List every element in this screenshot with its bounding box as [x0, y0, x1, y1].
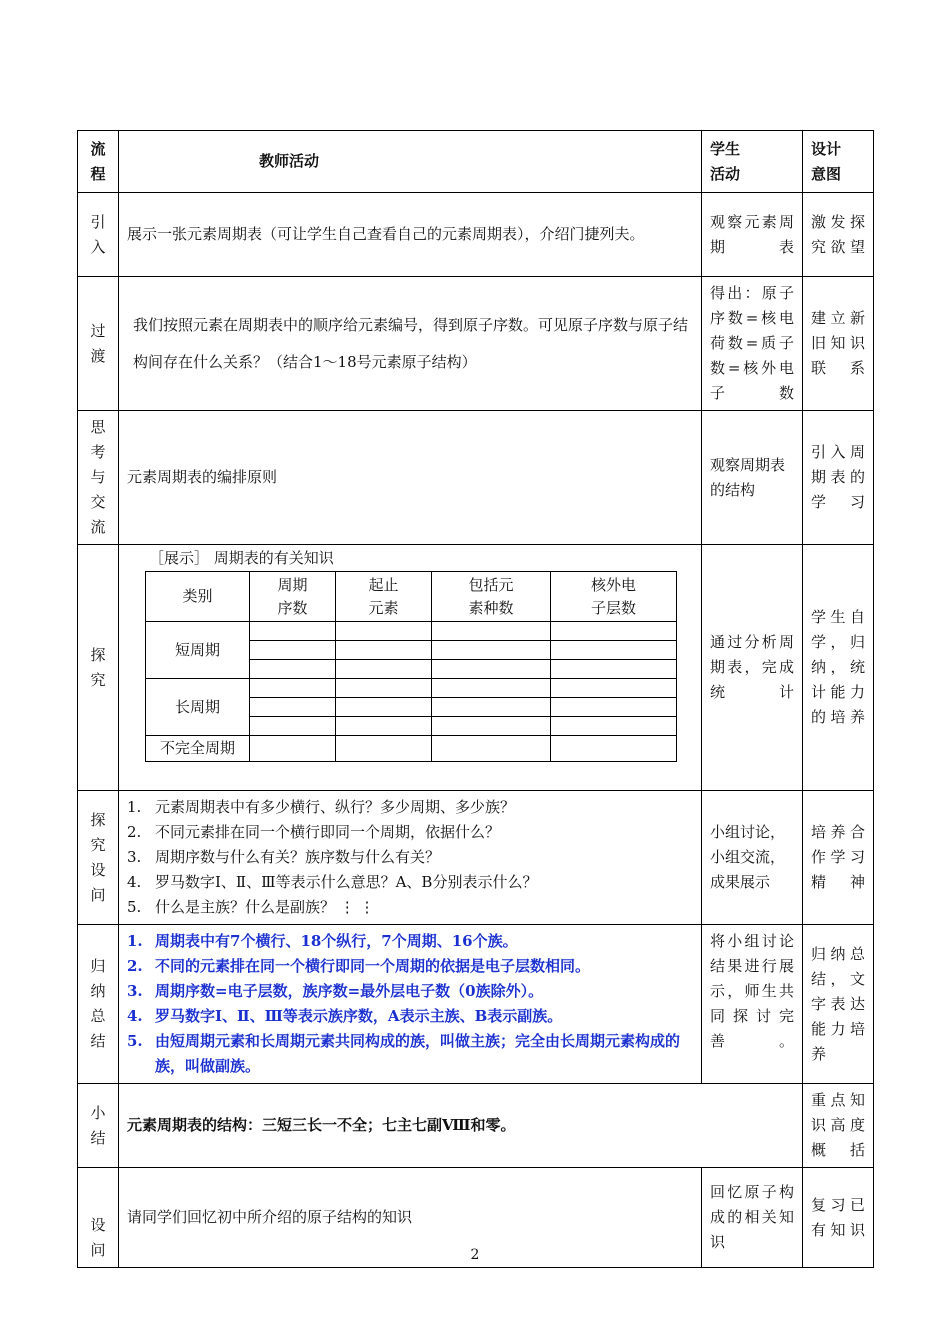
th-period-number-1: 周期	[277, 575, 308, 594]
group-short: 短周期	[146, 622, 250, 679]
student-think: 观察周期表的结构	[702, 411, 803, 545]
th-period-number	[250, 572, 336, 622]
th-element-count	[432, 572, 551, 622]
list-item	[127, 979, 693, 1004]
stage-think-4: 交	[90, 493, 106, 511]
stage-think-1: 思	[90, 418, 106, 436]
stage-ask-2: 问	[90, 1241, 106, 1259]
table-cell	[336, 622, 432, 641]
period-stats-table	[145, 571, 677, 762]
table-cell	[336, 698, 432, 717]
teacher-explore	[119, 545, 702, 791]
item-number: 4.	[127, 1007, 143, 1025]
item-number: 1.	[127, 798, 142, 816]
intent-summary: 归纳总结，文字表达能力培养	[803, 925, 874, 1084]
stage-intro-1: 引	[90, 212, 106, 231]
table-cell	[250, 736, 336, 762]
teacher-brief: 元素周期表的结构：三短三长一不全；七主七副Ⅷ和零。	[119, 1084, 803, 1168]
row-think	[78, 411, 874, 545]
list-item	[127, 954, 693, 979]
student-ask: 回忆原子构成的相关知识	[702, 1168, 803, 1268]
stage-explore	[78, 545, 119, 791]
question-list	[127, 795, 693, 920]
table-cell	[551, 641, 677, 660]
header-intent-line1: 设计	[811, 139, 842, 158]
header-stage-line1: 流	[90, 139, 106, 158]
stage-questions-3: 设	[90, 860, 106, 879]
list-item	[127, 845, 693, 870]
table-cell	[336, 679, 432, 698]
item-text: 什么是主族？什么是副族？ ⋮ ⋮	[155, 898, 375, 916]
list-item	[127, 895, 693, 920]
row-summary	[78, 925, 874, 1084]
stage-summary-1: 归	[90, 957, 106, 975]
intent-think: 引入周期表的学习	[803, 411, 874, 545]
table-cell	[551, 660, 677, 679]
group-long: 长周期	[146, 679, 250, 736]
item-number: 2.	[127, 957, 143, 975]
list-item	[127, 1004, 693, 1029]
stage-questions-1: 探	[90, 810, 106, 829]
table-cell	[336, 736, 432, 762]
header-stage-line2: 程	[90, 164, 106, 183]
stage-intro	[78, 193, 119, 277]
table-cell	[250, 622, 336, 641]
stage-think	[78, 411, 119, 545]
student-summary: 将小组讨论结果进行展示，师生共同探讨完善。	[702, 925, 803, 1084]
header-student-line1: 学生	[710, 139, 741, 158]
table-cell	[551, 622, 677, 641]
list-item	[127, 929, 693, 954]
teacher-ask: 请同学们回忆初中所介绍的原子结构的知识	[119, 1168, 702, 1268]
intent-questions: 培养合作学习精神	[803, 791, 874, 925]
item-text: 罗马数字Ⅰ、Ⅱ、Ⅲ等表示族序数，A表示主族、B表示副族。	[155, 1007, 563, 1025]
show-label: ［展示］ 周期表的有关知识	[149, 549, 334, 567]
page-number: 2	[470, 1247, 480, 1263]
table-cell	[551, 698, 677, 717]
item-number: 5.	[127, 1032, 143, 1050]
stage-explore-2: 究	[90, 670, 106, 689]
item-number: 2.	[127, 823, 142, 841]
stage-transition-2: 渡	[90, 346, 106, 365]
summary-list	[127, 929, 693, 1079]
table-cell	[250, 717, 336, 736]
teacher-summary	[119, 925, 702, 1084]
th-category: 类别	[146, 572, 250, 622]
table-cell	[432, 698, 551, 717]
table-cell	[432, 622, 551, 641]
table-cell	[432, 660, 551, 679]
lesson-plan-table	[77, 130, 874, 1268]
th-start-end-2: 元素	[368, 598, 399, 617]
th-shell-count-1: 核外电	[590, 575, 636, 594]
th-element-count-2: 素种数	[468, 598, 514, 617]
stage-summary-4: 结	[90, 1032, 106, 1050]
stage-brief	[78, 1084, 119, 1168]
list-item	[127, 795, 693, 820]
th-start-end-1: 起止	[368, 575, 399, 594]
item-text: 周期表中有7个横行、18个纵行，7个周期、16个族。	[155, 932, 518, 950]
item-number: 1.	[127, 932, 143, 950]
row-brief	[78, 1084, 874, 1168]
table-cell	[336, 641, 432, 660]
intent-transition: 建立新旧知识联系	[803, 277, 874, 411]
stage-transition	[78, 277, 119, 411]
stage-summary-2: 纳	[90, 982, 106, 1000]
table-cell	[336, 717, 432, 736]
table-cell	[250, 660, 336, 679]
stage-questions	[78, 791, 119, 925]
header-student-line2: 活动	[710, 164, 741, 183]
table-cell	[551, 736, 677, 762]
row-questions	[78, 791, 874, 925]
th-shell-count-2: 子层数	[590, 598, 636, 617]
item-text: 周期序数=电子层数，族序数=最外层电子数（0族除外）。	[155, 982, 544, 1000]
stage-intro-2: 入	[90, 237, 106, 256]
table-cell	[250, 698, 336, 717]
table-row	[146, 679, 677, 698]
stage-questions-4: 问	[90, 885, 106, 904]
table-cell	[432, 641, 551, 660]
item-number: 3.	[127, 982, 143, 1000]
intent-explore: 学生自学，归纳，统计能力的培养	[803, 545, 874, 791]
stage-transition-1: 过	[90, 321, 106, 340]
item-number: 4.	[127, 873, 142, 891]
item-number: 5.	[127, 898, 142, 916]
header-intent-line2: 意图	[811, 164, 842, 183]
th-shell-count	[551, 572, 677, 622]
th-element-count-1: 包括元	[468, 575, 514, 594]
table-cell	[250, 679, 336, 698]
item-text: 元素周期表中有多少横行、纵行？多少周期、多少族？	[155, 798, 516, 816]
list-item	[127, 1029, 693, 1079]
header-student	[702, 131, 803, 193]
teacher-transition: 我们按照元素在周期表中的顺序给元素编号，得到原子序数。可见原子序数与原子结构间存在什么关系？（结合1～18号元素原子结构）	[119, 277, 702, 411]
group-incomplete: 不完全周期	[146, 736, 250, 762]
table-cell	[551, 717, 677, 736]
row-explore	[78, 545, 874, 791]
stage-think-5: 流	[90, 518, 106, 536]
th-period-number-2: 序数	[277, 598, 308, 617]
table-cell	[432, 717, 551, 736]
stage-ask-1: 设	[90, 1216, 106, 1234]
intent-ask: 复习已有知识	[803, 1168, 874, 1268]
header-teacher: 教师活动	[119, 131, 702, 193]
period-table-header	[146, 572, 677, 622]
header-intent	[803, 131, 874, 193]
teacher-intro: 展示一张元素周期表（可让学生自己查看自己的元素周期表），介绍门捷列夫。	[119, 193, 702, 277]
list-item	[127, 870, 693, 895]
teacher-think: 元素周期表的编排原则	[119, 411, 702, 545]
row-intro	[78, 193, 874, 277]
teacher-questions	[119, 791, 702, 925]
stage-think-2: 考	[90, 443, 106, 461]
table-row	[146, 622, 677, 641]
stage-think-3: 与	[90, 468, 106, 486]
table-cell	[336, 660, 432, 679]
item-text: 不同的元素排在同一个横行即同一个周期的依据是电子层数相同。	[155, 957, 591, 975]
header-row	[78, 131, 874, 193]
stage-brief-2: 结	[90, 1128, 106, 1147]
student-explore: 通过分析周期表，完成统计	[702, 545, 803, 791]
student-intro: 观察元素周期表	[702, 193, 803, 277]
item-text: 不同元素排在同一个横行即同一个周期，依据什么？	[155, 823, 501, 841]
table-cell	[432, 736, 551, 762]
stage-questions-2: 究	[90, 835, 106, 854]
item-number: 3.	[127, 848, 142, 866]
item-text: 周期序数与什么有关？族序数与什么有关？	[155, 848, 441, 866]
table-cell	[551, 679, 677, 698]
list-item	[127, 820, 693, 845]
table-cell	[250, 641, 336, 660]
row-transition	[78, 277, 874, 411]
header-stage	[78, 131, 119, 193]
item-text: 罗马数字Ⅰ、Ⅱ、Ⅲ等表示什么意思？A、B分别表示什么？	[155, 873, 538, 891]
table-cell	[432, 679, 551, 698]
intent-intro: 激发探究欲望	[803, 193, 874, 277]
stage-brief-1: 小	[90, 1103, 106, 1122]
stage-summary-3: 总	[90, 1007, 106, 1025]
stage-summary	[78, 925, 119, 1084]
th-start-end	[336, 572, 432, 622]
student-questions: 小组讨论，小组交流，成果展示	[702, 791, 803, 925]
table-row	[146, 736, 677, 762]
intent-brief: 重点知识高度概括	[803, 1084, 874, 1168]
stage-explore-1: 探	[90, 645, 106, 664]
student-transition: 得出：原子序数=核电荷数=质子数=核外电子数	[702, 277, 803, 411]
item-text: 由短周期元素和长周期元素共同构成的族，叫做主族；完全由长周期元素构成的族，叫做副族。	[155, 1032, 681, 1075]
